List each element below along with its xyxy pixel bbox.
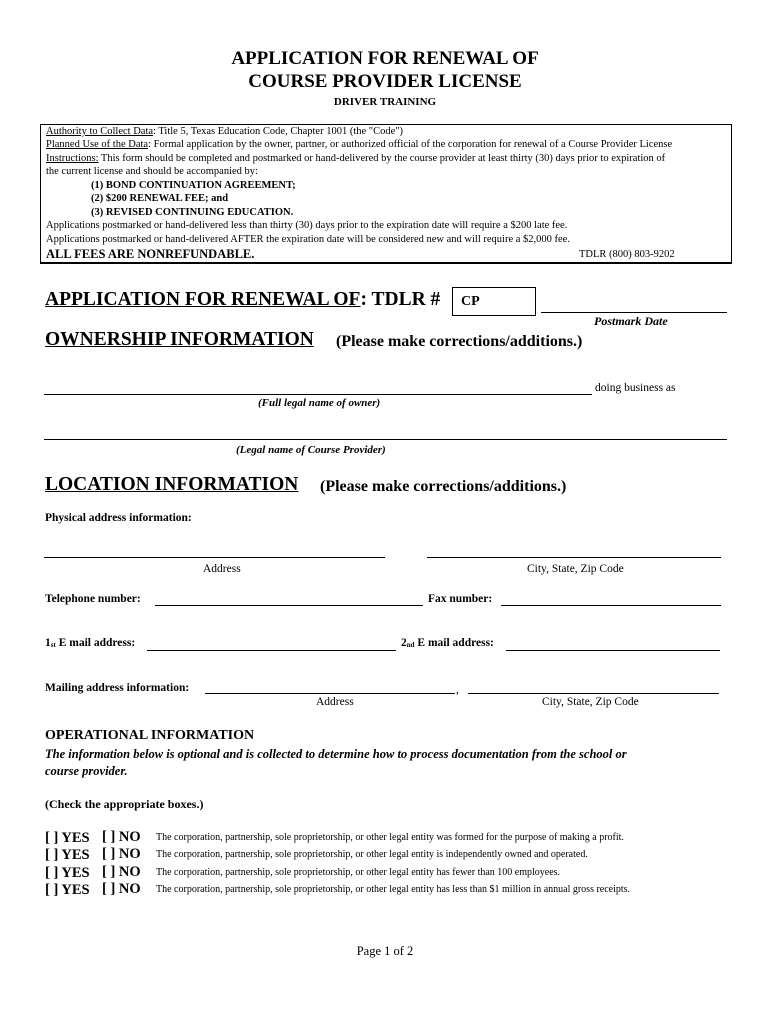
page-number: Page 1 of 2 xyxy=(356,944,414,958)
location-heading-text: LOCATION INFORMATION xyxy=(45,474,299,495)
check-boxes-note: (Check the appropriate boxes.) xyxy=(45,797,204,811)
instructions-label: Instructions: xyxy=(46,153,99,164)
operational-note-line2: course provider. xyxy=(45,764,128,778)
no-checkbox-3[interactable]: [ ] NO xyxy=(102,864,141,880)
nonrefundable-notice: ALL FEES ARE NONREFUNDABLE. xyxy=(46,247,255,261)
statement-1: The corporation, partnership, sole proprietorship, or other legal entity was formed for the purpose of making a profit. xyxy=(156,832,624,843)
application-heading xyxy=(45,289,440,311)
instructions-text: This form should be completed and postmarked or hand-delivered by the course provider at least thirty (30) days prior to expiration of xyxy=(98,153,666,164)
physical-address-label: Physical address information: xyxy=(45,512,192,524)
owner-name-label: (Full legal name of owner) xyxy=(258,397,381,409)
fax-line[interactable] xyxy=(501,605,721,606)
provider-name-line[interactable] xyxy=(44,439,727,440)
planned-use-line xyxy=(46,139,672,150)
postmark-date-line[interactable] xyxy=(541,312,727,313)
physical-city-caption: City, State, Zip Code xyxy=(527,563,624,575)
mailing-city-line[interactable] xyxy=(468,693,719,694)
email1-sup: st xyxy=(50,641,56,649)
late-fee-note-2: Applications postmarked or hand-delivered AFTER the expiration date will be considered new and will require a $2,000 fee. xyxy=(46,234,570,245)
physical-city-line[interactable] xyxy=(427,557,721,558)
yes-checkbox-4[interactable]: [ ] YES xyxy=(45,882,90,898)
provider-name-label: (Legal name of Course Provider) xyxy=(236,444,386,456)
ownership-heading xyxy=(45,329,314,351)
operational-note-line1: The information below is optional and is collected to determine how to process documentation from the school or xyxy=(45,747,627,761)
postmark-date-label: Postmark Date xyxy=(594,314,668,328)
no-checkbox-1[interactable]: [ ] NO xyxy=(102,829,141,845)
email2-sup: nd xyxy=(406,641,415,649)
mailing-comma: , xyxy=(456,684,459,696)
statement-4: The corporation, partnership, sole proprietorship, or other legal entity has less than $1 million in annual gross receipts. xyxy=(156,884,631,895)
doing-business-as-label: doing business as xyxy=(595,382,676,394)
owner-name-line[interactable] xyxy=(44,394,592,395)
required-item-1: (1) BOND CONTINUATION AGREEMENT; xyxy=(91,180,296,191)
checkbox-row-2 xyxy=(45,846,588,864)
license-prefix: CP xyxy=(461,294,480,309)
operational-heading: OPERATIONAL INFORMATION xyxy=(45,728,255,743)
checkbox-row-3 xyxy=(45,864,561,882)
email2-text: E mail address: xyxy=(414,637,494,649)
mailing-address-caption: Address xyxy=(316,696,354,708)
form-title-line1: APPLICATION FOR RENEWAL OF xyxy=(231,48,539,69)
email1-num: 1 xyxy=(45,637,51,649)
statement-3: The corporation, partnership, sole proprietorship, or other legal entity has fewer than 100 employees. xyxy=(156,867,561,878)
mailing-address-label: Mailing address information: xyxy=(45,682,190,694)
info-box-inner-rule xyxy=(41,262,731,263)
late-fee-note-1: Applications postmarked or hand-delivered less than thirty (30) days prior to the expiration date will require a $200 late fee. xyxy=(46,220,568,231)
tdlr-phone: TDLR (800) 803-9202 xyxy=(579,249,675,260)
license-number-field[interactable] xyxy=(452,287,536,316)
ownership-heading-text: OWNERSHIP INFORMATION xyxy=(45,329,314,350)
planned-use-label: Planned Use of the Data xyxy=(46,139,149,150)
email2-num: 2 xyxy=(401,637,407,649)
checkbox-row-4 xyxy=(45,881,631,899)
location-note: (Please make corrections/additions.) xyxy=(320,478,567,495)
info-box xyxy=(40,124,732,264)
telephone-label: Telephone number: xyxy=(45,593,141,605)
fax-label: Fax number: xyxy=(428,593,493,605)
instructions-cont: the current license and should be accompanied by: xyxy=(46,166,258,177)
required-item-2: (2) $200 RENEWAL FEE; and xyxy=(91,193,229,204)
telephone-line[interactable] xyxy=(155,605,423,606)
email2-line[interactable] xyxy=(506,650,720,651)
physical-address-caption: Address xyxy=(203,563,241,575)
no-checkbox-2[interactable]: [ ] NO xyxy=(102,846,141,862)
application-heading-underlined: APPLICATION FOR RENEWAL OF xyxy=(45,289,361,310)
statement-2: The corporation, partnership, sole proprietorship, or other legal entity is independently owned and operated. xyxy=(156,849,588,860)
no-checkbox-4[interactable]: [ ] NO xyxy=(102,881,141,897)
form-title-line2: COURSE PROVIDER LICENSE xyxy=(248,71,522,92)
mailing-city-caption: City, State, Zip Code xyxy=(542,696,639,708)
yes-checkbox-3[interactable]: [ ] YES xyxy=(45,865,90,881)
email1-text: E mail address: xyxy=(55,637,136,649)
mailing-address-line[interactable] xyxy=(205,693,455,694)
yes-checkbox-2[interactable]: [ ] YES xyxy=(45,847,90,863)
email1-label xyxy=(45,637,135,649)
instructions-line xyxy=(46,153,665,164)
application-heading-tdlr: : TDLR # xyxy=(360,289,441,310)
authority-label: Authority to Collect Data xyxy=(46,126,154,137)
location-heading xyxy=(45,474,298,496)
ownership-note: (Please make corrections/additions.) xyxy=(336,333,583,350)
email1-line[interactable] xyxy=(147,650,396,651)
yes-checkbox-1[interactable]: [ ] YES xyxy=(45,830,90,846)
authority-text: : Title 5, Texas Education Code, Chapter 1001 (the "Code") xyxy=(153,126,404,137)
authority-line xyxy=(46,126,403,137)
checkbox-row-1 xyxy=(45,829,624,847)
email2-label xyxy=(401,637,494,649)
form-subtitle: DRIVER TRAINING xyxy=(333,96,437,108)
required-item-3: (3) REVISED CONTINUING EDUCATION. xyxy=(91,207,294,218)
physical-address-line[interactable] xyxy=(44,557,385,558)
planned-use-text: : Formal application by the owner, partner, or authorized official of the corporation for renewal of a Course Provider License xyxy=(148,139,673,150)
